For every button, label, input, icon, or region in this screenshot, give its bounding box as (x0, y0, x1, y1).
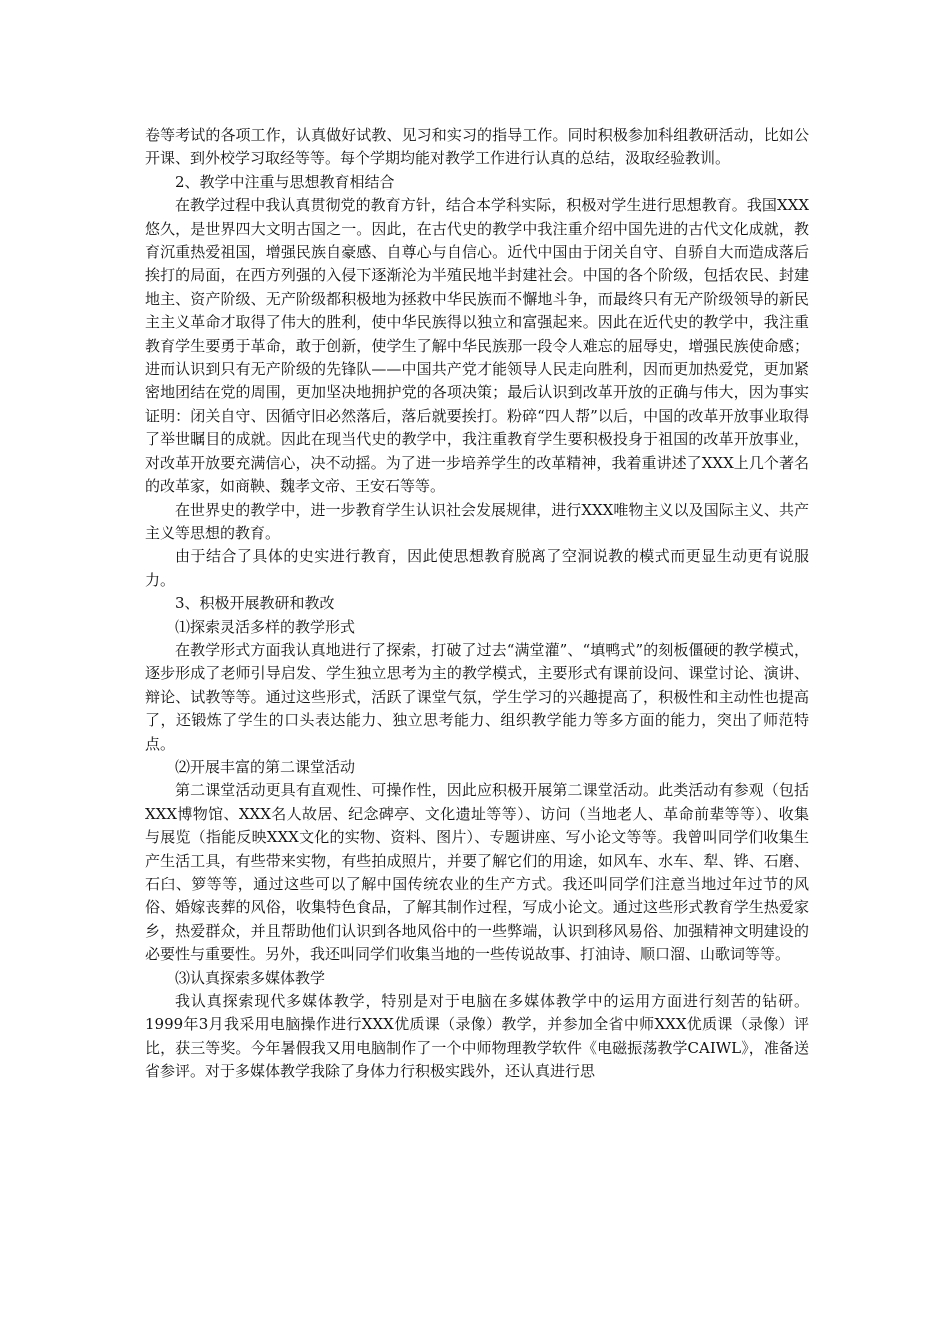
paragraph-12: 我认真探索现代多媒体教学，特别是对于电脑在多媒体教学中的运用方面进行刻苦的钻研。1999年3月我采用电脑操作进行XXX优质课（录像）教学，并参加全省中师XXX优质课（录像）评比，获三等奖。今年暑假我又用电脑制作了一个中师物理教学软件《电磁振荡教学CAIWL》，准备送省参评。对于多媒体教学我除了身体力行积极实践外，还认真进行思 (145, 992, 809, 1081)
paragraph-8: 在教学形式方面我认真地进行了探索，打破了过去“满堂灌”、“填鸭式”的刻板僵硬的教学模式，逐步形成了老师引导启发、学生独立思考为主的教学模式，主要形式有课前设问、课堂讨论、演讲、辩论、试教等等。通过这些形式，活跃了课堂气氛，学生学习的兴趣提高了，积极性和主动性也提高了，还锻炼了学生的口头表达能力、独立思考能力、组织教学能力等多方面的能力，突出了师范特点。 (145, 640, 809, 753)
subheading-1: ⑴探索灵活多样的教学形式 (175, 617, 356, 636)
paragraph-3: 在教学过程中我认真贯彻党的教育方针，结合本学科实际，积极对学生进行思想教育。我国XXX悠久，是世界四大文明古国之一。因此，在古代史的教学中我注重介绍中国先进的古代文化成就，教育沉重热爱祖国，增强民族自豪感、自尊心与自信心。近代中国由于闭关自守、自骄自大而造成落后挨打的局面，在西方列强的入侵下逐渐沦为半殖民地半封建社会。中国的各个阶级，包括农民、封建地主、资产阶级、无产阶级都积极地为拯救中华民族而不懈地斗争，而最终只有无产阶级领导的新民主主义革命才取得了伟大的胜利，使中华民族得以独立和富强起来。因此在近代史的教学中，我注重教育学生要勇于革命，敢于创新，使学生了解中华民族那一段令人难忘的屈辱史，增强民族使命感；进而认识到只有无产阶级的先锋队——中国共产党才能领导人民走向胜利，因而更加热爱党，更加紧密地团结在党的周围，更加坚决地拥护党的各项决策；最后认识到改革开放的正确与伟大，因为事实证明：闭关自守、因循守旧必然落后，落后就要挨打。粉碎“四人帮”以后，中国的改革开放事业取得了举世瞩目的成就。因此在现当代史的教学中，我注重教育学生要积极投身于祖国的改革开放事业，对改革开放要充满信心，决不动摇。为了进一步培养学生的改革精神，我着重讲述了XXX上几个著名的改革家，如商鞅、魏孝文帝、王安石等等。 (145, 196, 809, 496)
paragraph-1: 卷等考试的各项工作，认真做好试教、见习和实习的指导工作。同时积极参加科组教研活动，比如公开课、到外校学习取经等等。每个学期均能对教学工作进行认真的总结，汲取经验教训。 (145, 126, 809, 168)
section-heading-2: 2、教学中注重与思想教育相结合 (175, 172, 395, 191)
document-page (145, 124, 809, 1084)
subheading-2: ⑵开展丰富的第二课堂活动 (175, 757, 356, 776)
paragraph-5: 由于结合了具体的史实进行教育，因此使思想教育脱离了空洞说教的模式而更显生动更有说服力。 (145, 547, 809, 589)
paragraph-10: 第二课堂活动更具有直观性、可操作性，因此应积极开展第二课堂活动。此类活动有参观（包括XXX博物馆、XXX名人故居、纪念碑亭、文化遗址等等）、访问（当地老人、革命前辈等等）、收集与展览（指能反映XXX文化的实物、资料、图片）、专题讲座、写小论文等等。我曾叫同学们收集生产生活工具，有些带来实物，有些拍成照片，并要了解它们的用途，如风车、水车、犁、铧、石磨、石臼、箩等等，通过这些可以了解中国传统农业的生产方式。我还叫同学们注意当地过年过节的风俗、婚嫁丧葬的风俗，收集特色食品，了解其制作过程，写成小论文。通过这些形式教育学生热爱家乡，热爱群众，并且帮助他们认识到各地风俗中的一些弊端，认识到移风易俗、加强精神文明建设的必要性与重要性。另外，我还叫同学们收集当地的一些传说故事、打油诗、顺口溜、山歌词等等。 (145, 781, 809, 964)
paragraph-4: 在世界史的教学中，进一步教育学生认识社会发展规律，进行XXX唯物主义以及国际主义、共产主义等思想的教育。 (145, 500, 809, 542)
section-heading-3: 3、积极开展教研和教改 (175, 594, 335, 613)
subheading-3: ⑶认真探索多媒体教学 (175, 968, 326, 987)
